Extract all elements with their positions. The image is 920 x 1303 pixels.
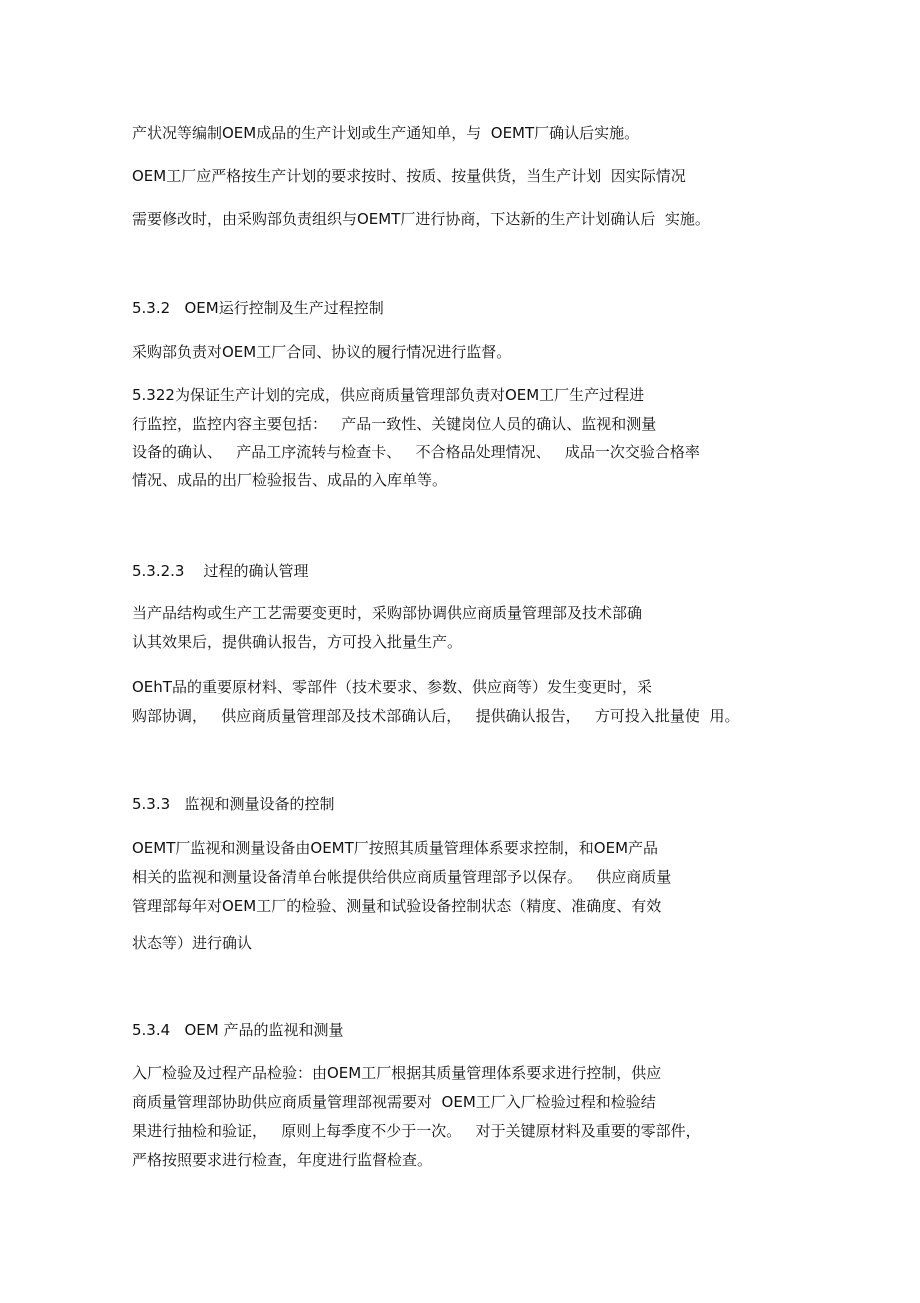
- s534-paragraph-1-line-4: 严格按照要求进行检查，年度进行监督检查。: [132, 1151, 433, 1169]
- s533-paragraph-1-line-1: OEMT厂监视和测量设备由OEMT厂按照其质量管理体系要求控制，和OEM产品: [132, 839, 659, 857]
- s533-paragraph-1-line-3: 管理部每年对OEM工厂的检验、测量和试验设备控制状态（精度、准确度、有效: [132, 897, 662, 915]
- s5323-paragraph-2-line-1: OEhT品的重要原材料、零部件（技术要求、参数、供应商等）发生变更时，采: [132, 678, 652, 696]
- s5323-paragraph-1-line-1: 当产品结构或生产工艺需要变更时，采购部协调供应商质量管理部及技术部确: [132, 604, 643, 622]
- s534-paragraph-1-line-2: 商质量管理部协助供应商质量管理部视需要对 OEM工厂入厂检验过程和检验结: [132, 1093, 656, 1111]
- s533-paragraph-1-line-4: 状态等）进行确认: [132, 934, 253, 952]
- intro-line-2: OEM工厂应严格按生产计划的要求按时、按质、按量供货，当生产计划 因实际情况: [132, 167, 686, 185]
- s532-paragraph-2-line-1: 5.322为保证生产计划的完成，供应商质量管理部负责对OEM工厂生产过程进: [132, 386, 645, 404]
- s533-paragraph-1-line-2: 相关的监视和测量设备清单台帐提供给供应商质量管理部予以保存。 供应商质量: [132, 868, 672, 886]
- s534-paragraph-1-line-3: 果进行抽检和验证， 原则上每季度不少于一次。 对于关键原材料及重要的零部件，: [132, 1122, 701, 1140]
- section-heading-5-3-2: 5.3.2 OEM运行控制及生产过程控制: [132, 299, 384, 317]
- section-heading-5-3-3: 5.3.3 监视和测量设备的控制: [132, 795, 335, 813]
- intro-line-3: 需要修改时，由采购部负责组织与OEMT厂进行协商，下达新的生产计划确认后 实施。: [132, 210, 710, 228]
- s5323-paragraph-1-line-2: 认其效果后，提供确认报告，方可投入批量生产。: [132, 633, 463, 651]
- section-heading-5-3-2-3: 5.3.2.3 过程的确认管理: [132, 562, 309, 580]
- section-heading-5-3-4: 5.3.4 OEM 产品的监视和测量: [132, 1021, 344, 1039]
- s532-paragraph-2-line-2: 行监控，监控内容主要包括： 产品一致性、关键岗位人员的确认、监视和测量: [132, 415, 657, 433]
- s532-paragraph-2-line-4: 情况、成品的出厂检验报告、成品的入库单等。: [132, 471, 448, 489]
- intro-line-1: 产状况等编制OEM成品的生产计划或生产通知单，与 OEMT厂确认后实施。: [132, 124, 640, 142]
- s532-paragraph-2-line-3: 设备的确认、 产品工序流转与检查卡、 不合格品处理情况、 成品一次交验合格率: [132, 443, 700, 461]
- s5323-paragraph-2-line-2: 购部协调， 供应商质量管理部及技术部确认后， 提供确认报告， 方可投入批量使 用。: [132, 707, 740, 725]
- s532-paragraph-1: 采购部负责对OEM工厂合同、协议的履行情况进行监督。: [132, 343, 512, 361]
- s534-paragraph-1-line-1: 入厂检验及过程产品检验：由OEM工厂根据其质量管理体系要求进行控制，供应: [132, 1064, 662, 1082]
